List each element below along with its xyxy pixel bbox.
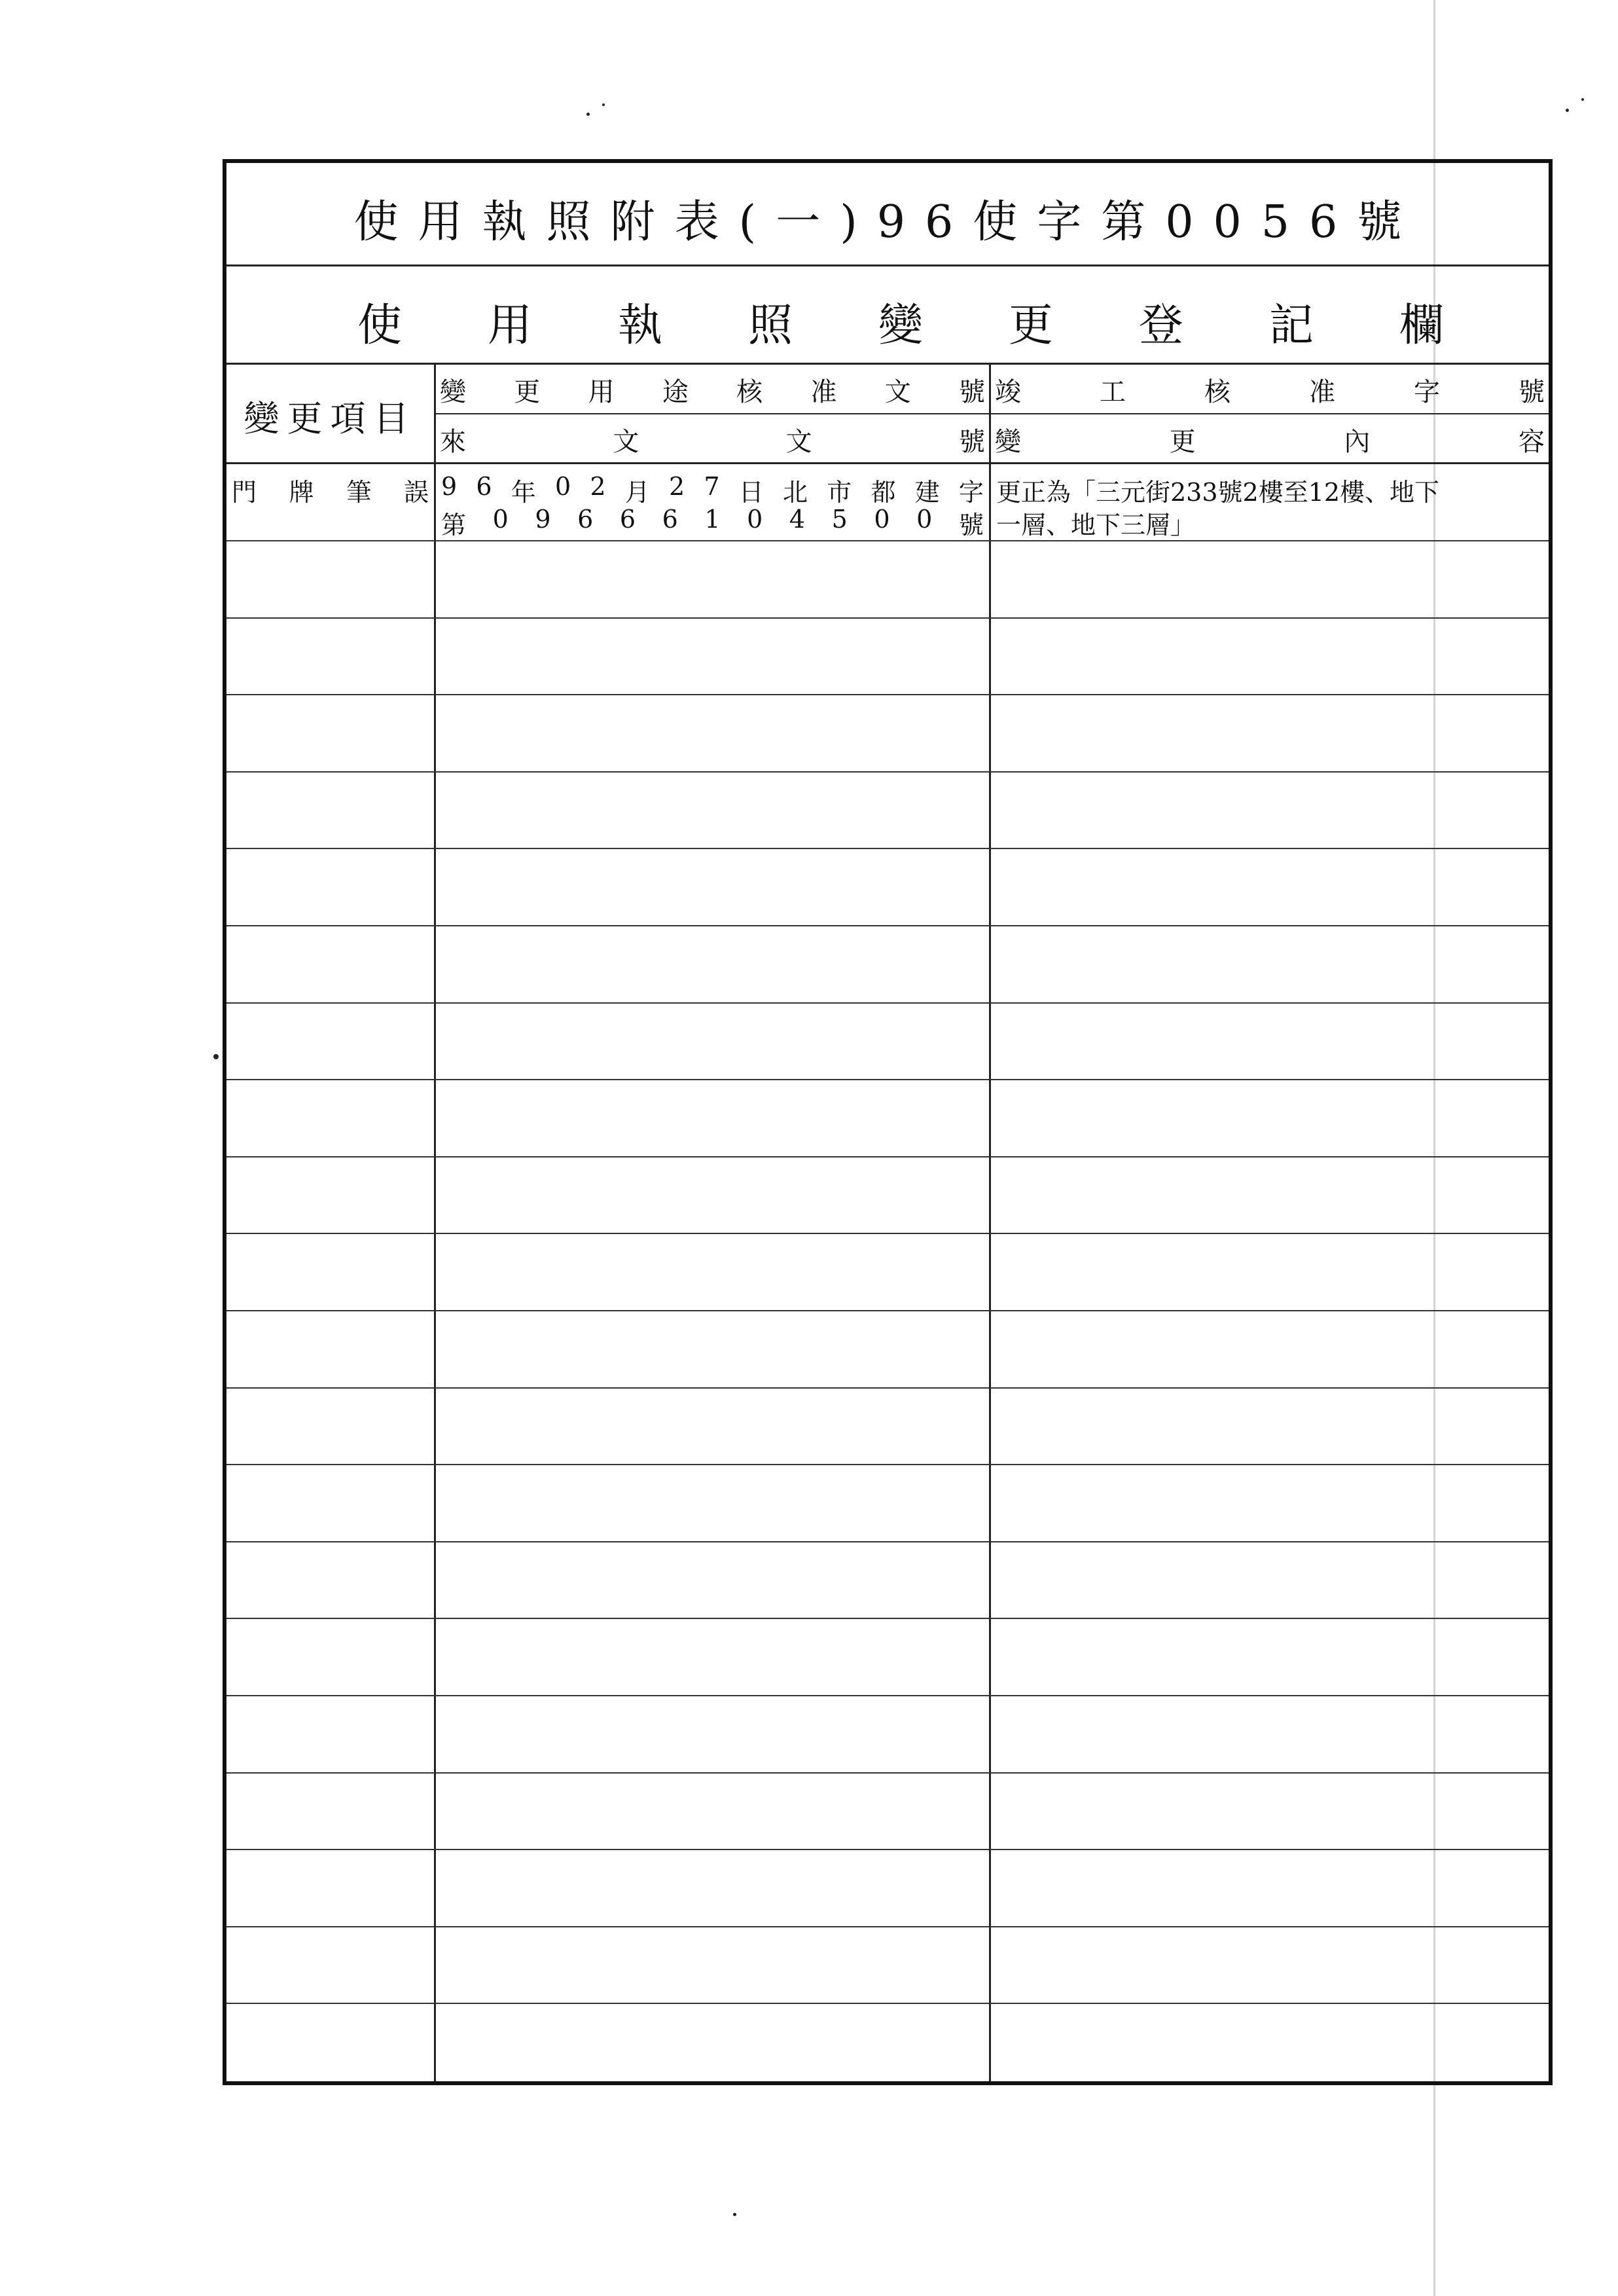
section-title-char: 登	[1138, 300, 1183, 352]
empty-item-cell	[226, 619, 436, 695]
doc-char: 2	[669, 472, 685, 501]
empty-doc-cell	[436, 1619, 991, 1695]
table-row	[226, 541, 1549, 619]
doc-char: 月	[624, 478, 650, 507]
empty-content-cell	[991, 1850, 1549, 1926]
table-row	[226, 1927, 1549, 2005]
table-row	[226, 1004, 1549, 1081]
header-char: 變	[440, 377, 466, 407]
empty-doc-cell	[436, 1696, 991, 1772]
empty-item-cell	[226, 1696, 436, 1772]
table-row	[226, 1542, 1549, 1620]
entry-content-cell	[991, 464, 1549, 540]
doc-char: 2	[590, 472, 606, 501]
empty-doc-cell	[436, 2004, 991, 2081]
header-approval-doc	[436, 365, 989, 414]
empty-content-cell	[991, 1619, 1549, 1695]
empty-doc-cell	[436, 1080, 991, 1156]
table-row	[226, 1311, 1549, 1389]
empty-item-cell	[226, 1157, 436, 1233]
empty-item-cell	[226, 1389, 436, 1465]
empty-content-cell	[991, 1696, 1549, 1772]
doc-char: 日	[738, 478, 764, 507]
header-char: 途	[662, 377, 689, 407]
empty-doc-cell	[436, 1927, 991, 2003]
section-title-char: 執	[617, 300, 662, 352]
header-char: 用	[588, 377, 615, 407]
empty-item-cell	[226, 773, 436, 848]
header-incoming-doc-label	[440, 421, 985, 458]
empty-doc-cell	[436, 619, 991, 695]
section-title-char: 使	[357, 300, 403, 352]
empty-doc-cell	[436, 1311, 991, 1387]
empty-content-cell	[991, 2004, 1549, 2081]
header-incoming-doc	[436, 414, 989, 464]
header-char: 核	[1204, 377, 1231, 407]
empty-doc-cell	[436, 1157, 991, 1233]
scan-speck	[213, 1054, 219, 1059]
table-row	[226, 1080, 1549, 1157]
header-doc-cell	[436, 365, 991, 464]
scan-speck	[1566, 109, 1569, 112]
empty-doc-cell	[436, 1542, 991, 1618]
header-char: 字	[1414, 377, 1440, 407]
entry-item-cell	[226, 464, 436, 540]
doc-char: 年	[511, 478, 536, 507]
header-char: 竣	[995, 377, 1021, 407]
entry-item-char: 筆	[346, 478, 372, 507]
table-row	[226, 1465, 1549, 1542]
empty-content-cell	[991, 1004, 1549, 1080]
entry-content-line1: 更正為「三元街233號2樓至12樓、地下	[996, 478, 1440, 507]
empty-item-cell	[226, 1774, 436, 1850]
header-char: 更	[514, 377, 541, 407]
empty-item-cell	[226, 1080, 436, 1156]
empty-doc-cell	[436, 773, 991, 848]
entry-doc-line1	[441, 472, 984, 508]
empty-content-cell	[991, 849, 1549, 925]
section-title-char: 照	[747, 300, 793, 352]
scan-speck	[602, 103, 605, 106]
empty-doc-cell	[436, 695, 991, 771]
section-title-char: 變	[878, 300, 923, 352]
table-row	[226, 1234, 1549, 1311]
empty-doc-cell	[436, 1774, 991, 1850]
doc-char: 0	[916, 505, 933, 534]
doc-char: 7	[704, 472, 720, 501]
scan-speck	[1581, 98, 1584, 101]
doc-char: 0	[747, 505, 763, 534]
empty-item-cell	[226, 1927, 436, 2003]
empty-content-cell	[991, 1389, 1549, 1465]
section-title-char: 用	[487, 300, 532, 352]
table-row	[226, 1157, 1549, 1235]
table-row	[226, 1389, 1549, 1466]
header-char: 工	[1100, 377, 1126, 407]
empty-item-cell	[226, 1619, 436, 1695]
entry-content-line2: 一層、地下三層」	[996, 511, 1196, 539]
header-content-cell	[991, 365, 1549, 464]
empty-content-cell	[991, 773, 1549, 848]
empty-item-cell	[226, 2004, 436, 2081]
entry-doc-cell	[436, 464, 991, 540]
doc-char: 0	[555, 472, 571, 501]
doc-char: 都	[871, 478, 896, 507]
scan-speck	[586, 113, 590, 116]
table-row	[226, 1850, 1549, 1927]
empty-item-cell	[226, 849, 436, 925]
empty-doc-cell	[436, 849, 991, 925]
header-char: 文	[613, 427, 639, 457]
empty-doc-cell	[436, 541, 991, 617]
section-title-char: 欄	[1399, 300, 1444, 352]
doc-char: 0	[874, 505, 890, 534]
doc-char: 9	[535, 505, 551, 534]
empty-content-cell	[991, 1774, 1549, 1850]
empty-doc-cell	[436, 1465, 991, 1541]
empty-item-cell	[226, 541, 436, 617]
empty-content-cell	[991, 1927, 1549, 2003]
header-approval-doc-label	[440, 371, 985, 409]
empty-item-cell	[226, 1465, 436, 1541]
header-change-content-label	[995, 421, 1545, 458]
registration-table	[223, 159, 1553, 2085]
header-completion-no	[991, 365, 1549, 414]
empty-content-cell	[991, 1465, 1549, 1541]
doc-char: 建	[914, 478, 940, 507]
doc-char: 9	[441, 472, 458, 501]
table-row	[226, 926, 1549, 1004]
doc-char: 6	[577, 505, 594, 534]
entry-item-char: 牌	[289, 478, 314, 507]
header-char: 內	[1344, 427, 1371, 457]
header-char: 核	[736, 377, 763, 407]
table-row	[226, 1696, 1549, 1774]
empty-doc-cell	[436, 1004, 991, 1080]
empty-content-cell	[991, 619, 1549, 695]
empty-content-cell	[991, 926, 1549, 1002]
header-char: 文	[785, 427, 812, 457]
empty-content-cell	[991, 1311, 1549, 1387]
header-item-cell	[226, 365, 436, 464]
doc-char: 6	[619, 505, 636, 534]
table-row	[226, 1619, 1549, 1696]
table-row	[226, 2004, 1549, 2081]
header-char: 號	[1519, 377, 1545, 407]
section-title-char: 記	[1268, 300, 1314, 352]
empty-item-cell	[226, 1542, 436, 1618]
header-char: 號	[958, 427, 985, 457]
empty-doc-cell	[436, 1234, 991, 1310]
doc-char: 6	[662, 505, 678, 534]
empty-item-cell	[226, 695, 436, 771]
header-char: 更	[1169, 427, 1196, 457]
doc-char: 1	[704, 505, 721, 534]
doc-char: 4	[789, 505, 806, 534]
scan-speck	[733, 2213, 736, 2216]
table-row	[226, 619, 1549, 696]
empty-content-cell	[991, 1234, 1549, 1310]
empty-content-cell	[991, 541, 1549, 617]
page-title: 使用執照附表(一)96使字第0056號	[353, 196, 1422, 248]
empty-item-cell	[226, 1850, 436, 1926]
empty-doc-cell	[436, 1389, 991, 1465]
empty-item-cell	[226, 926, 436, 1002]
entry-doc-line2	[441, 505, 984, 541]
table-row	[226, 695, 1549, 773]
header-char: 文	[884, 377, 911, 407]
doc-char: 5	[831, 505, 848, 534]
empty-item-cell	[226, 1234, 436, 1310]
header-item-label: 變更項目	[243, 398, 417, 439]
empty-doc-cell	[436, 926, 991, 1002]
header-char: 來	[440, 427, 466, 457]
entry-item	[232, 472, 429, 508]
header-completion-no-label	[995, 371, 1545, 409]
doc-char: 字	[958, 478, 984, 507]
empty-content-cell	[991, 695, 1549, 771]
doc-char: 6	[476, 472, 492, 501]
empty-content-cell	[991, 1542, 1549, 1618]
header-char: 准	[810, 377, 837, 407]
header-char: 容	[1518, 427, 1545, 457]
empty-item-cell	[226, 1004, 436, 1080]
header-char: 變	[995, 427, 1021, 457]
table-row	[226, 1774, 1549, 1851]
doc-char: 號	[958, 511, 984, 539]
table-row	[226, 773, 1549, 850]
header-char: 准	[1309, 377, 1335, 407]
header-char: 號	[958, 377, 985, 407]
doc-char: 第	[441, 511, 467, 539]
doc-char: 市	[827, 478, 852, 507]
doc-char: 0	[492, 505, 509, 534]
doc-char: 北	[783, 478, 808, 507]
empty-content-cell	[991, 1157, 1549, 1233]
empty-item-cell	[226, 1311, 436, 1387]
subtitle-row	[226, 266, 1549, 365]
empty-doc-cell	[436, 1850, 991, 1926]
entry-item-char: 誤	[403, 478, 429, 507]
header-change-content	[991, 414, 1549, 464]
section-title-char: 更	[1008, 300, 1053, 352]
empty-content-cell	[991, 1080, 1549, 1156]
table-row	[226, 464, 1549, 541]
title-row	[226, 163, 1549, 266]
section-title	[357, 290, 1444, 354]
entry-item-char: 門	[232, 478, 257, 507]
table-row	[226, 849, 1549, 926]
